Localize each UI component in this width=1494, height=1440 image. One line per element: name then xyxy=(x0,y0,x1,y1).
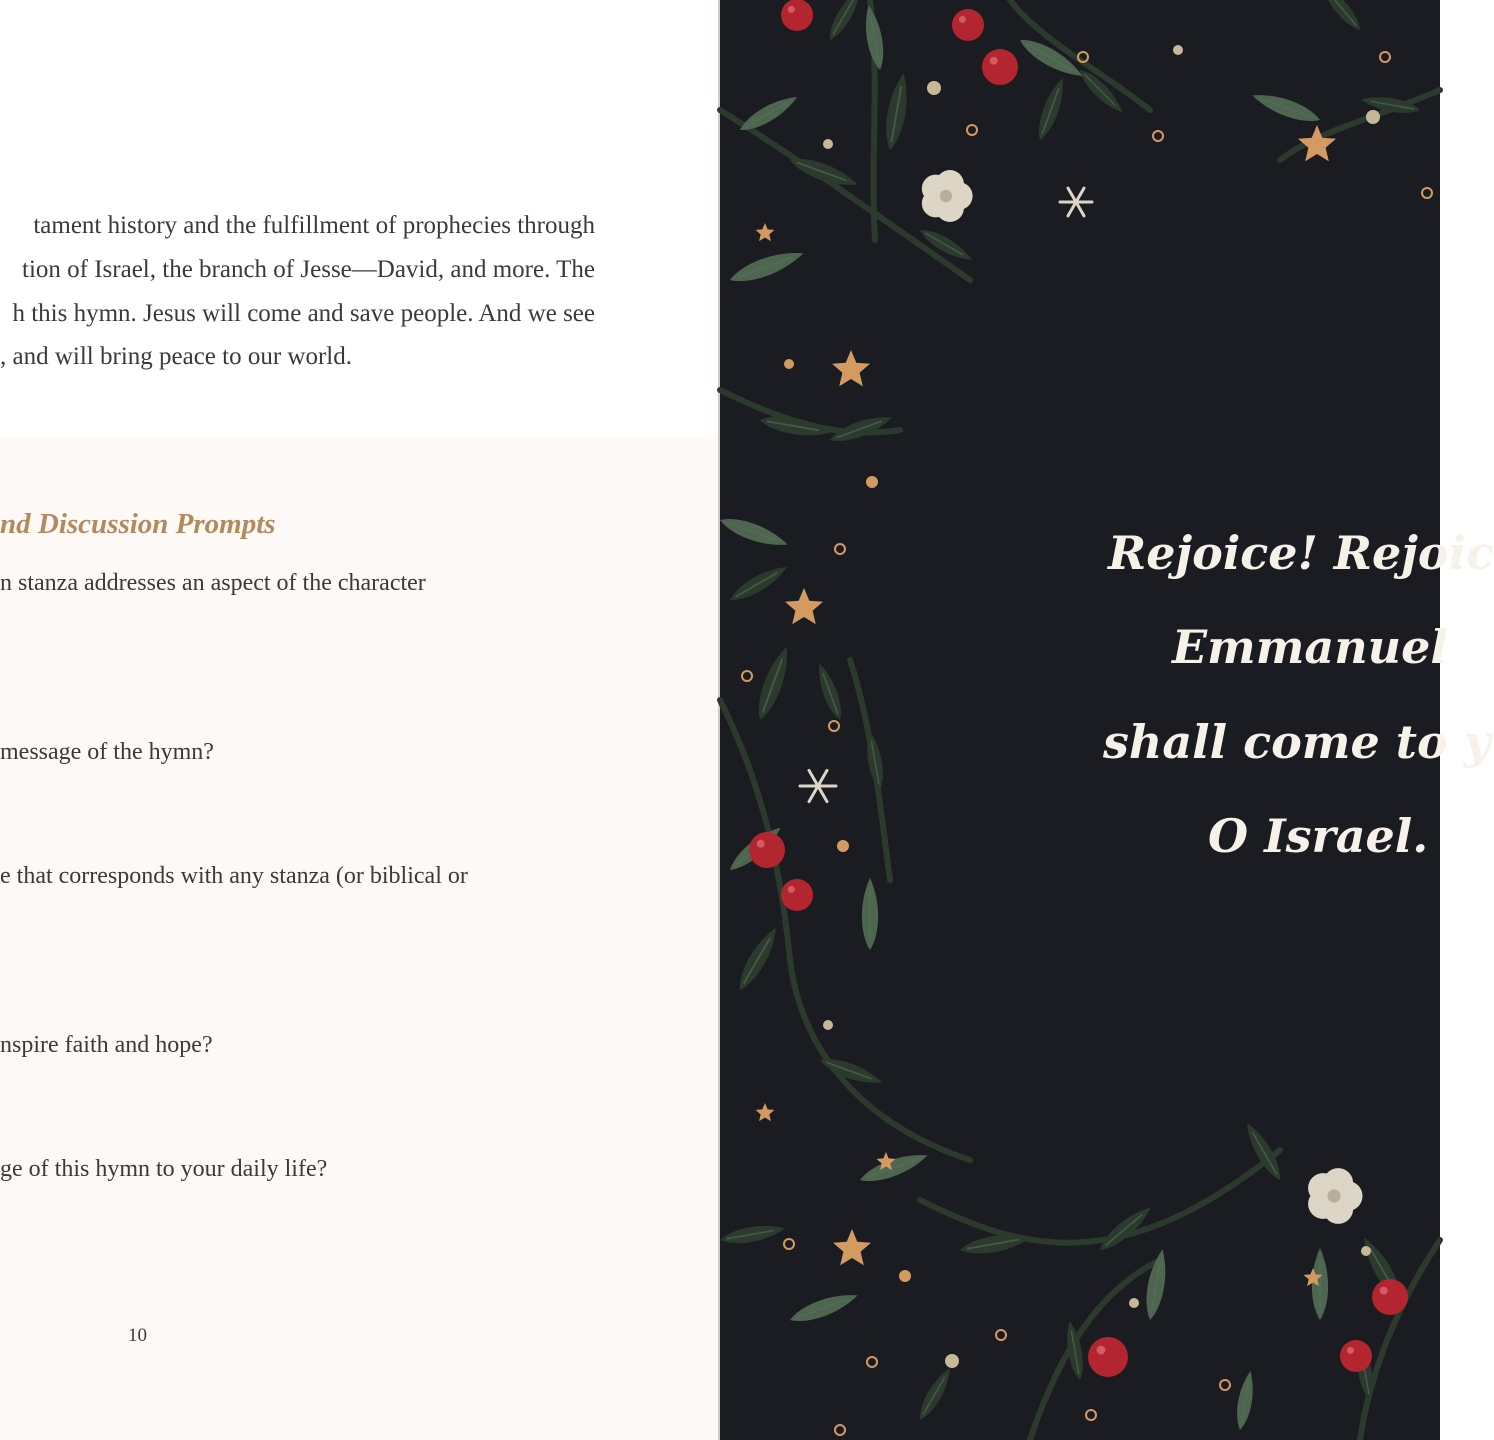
verse-line: O Israel. xyxy=(1208,809,1429,863)
discussion-prompts-section xyxy=(0,437,719,1440)
prompt-line: nspire faith and hope? xyxy=(0,1032,213,1058)
right-page-illustration xyxy=(720,0,1494,1440)
intro-text-line: tament history and the fulfillment of prophecies through xyxy=(33,212,595,239)
prompt-line: e that corresponds with any stanza (or biblical or xyxy=(0,863,468,889)
left-page xyxy=(0,0,719,1440)
verse-line: Emmanuel xyxy=(1172,620,1448,674)
prompt-line: n stanza addresses an aspect of the character xyxy=(0,570,426,596)
intro-text-line: h this hymn. Jesus will come and save people. And we see xyxy=(12,300,595,327)
intro-text-line: , and will bring peace to our world. xyxy=(0,343,352,370)
prompt-line: message of the hymn? xyxy=(0,739,214,765)
intro-text-line: tion of Israel, the branch of Jesse—David, and more. The xyxy=(22,256,595,283)
verse-line: shall come to y xyxy=(1103,715,1491,769)
hymn-verse xyxy=(720,0,1494,1440)
intro-section xyxy=(0,0,719,437)
prompt-line: ge of this hymn to your daily life? xyxy=(0,1156,328,1182)
prompts-heading: nd Discussion Prompts xyxy=(0,508,276,540)
page-number: 10 xyxy=(128,1325,147,1346)
verse-line: Rejoice! Rejoic xyxy=(1108,526,1494,580)
